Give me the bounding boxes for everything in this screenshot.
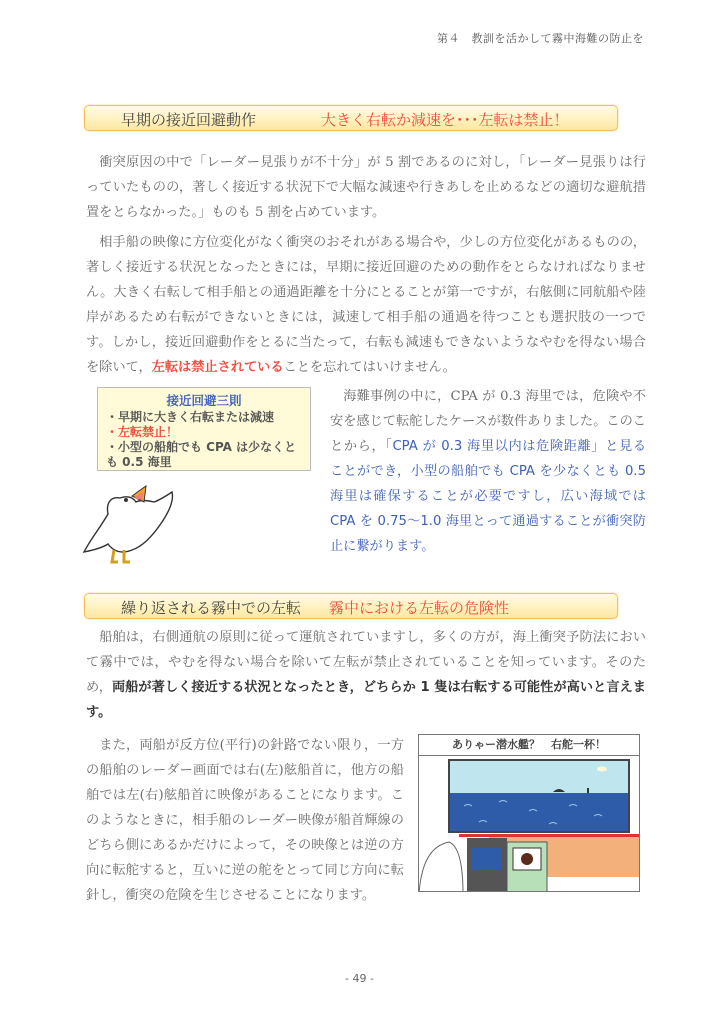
callout-title: 接近回避三則 (166, 393, 242, 408)
paragraph-right-side-navigation (86, 625, 646, 725)
paragraph-radar-bearing: また，両船が反方位(平行)の針路でない限り，一方の船舶のレーダー画面では右(左)舷船首に，他方の船舶では左(右)舷船首に映像があることになります。このようなときに，相手船のレーダー映像が船首輝線のどちら側にあるかだけによって，その映像とは逆の方向に転舵すると，互いに逆の舵をとって同じ方向に転針し，衝突の危険を生じさせることになります。 (86, 738, 404, 903)
illustration-bridge-submarine (418, 734, 640, 892)
banner-title: 早期の接近回避動作 (121, 111, 257, 129)
paragraph-text: 船舶は，右側通航の原則に従って運航されていますし，多くの方が，海上衝突予防法において霧中では，やむを得ない場合を除いて左転が禁止されていることを知っています。そのため， (86, 630, 646, 695)
highlight-left-turn-prohibited: 左転は禁止されている (151, 360, 284, 375)
paragraph-text: 海難事例の中に，CPA が 0.3 海里では，危険や不安を感じて転舵したケースが数件ありました。このことから， (330, 389, 646, 454)
bridge-window-scene-icon (419, 756, 640, 892)
section-banner-early-avoidance (84, 105, 618, 131)
highlight-right-turn-likely: 両船が著しく接近する状況となったとき，どちらか 1 隻は右転する可能性が高いと言えます。 (86, 680, 646, 720)
banner-subtitle: 大きく右転か減速を･･･左転は禁止！ (321, 111, 569, 129)
highlight-cpa-guidance: 「CPA が 0.3 海里以内は危険距離」と見ることができ，小型の船舶でも CPA を少なくとも 0.5 海里は確保することが必要ですし，広い海域では CPA を 0.75～1.0 海里とって通過することが衝突防止に繋がります。 (330, 439, 647, 554)
running-header: 第４ 教訓を活かして霧中海難の防止を (437, 32, 644, 45)
banner-title: 繰り返される霧中での左転 (121, 599, 302, 617)
illustration-caption: ありゃー潜水艦？ 右舵一杯！ (419, 735, 639, 756)
seagull-mascot-icon (80, 470, 180, 566)
banner-subtitle: 霧中における左転の危険性 (329, 599, 510, 617)
paragraph-text: ことを忘れてはいけません。 (283, 360, 456, 375)
callout-item: ・小型の船舶でも CPA は少なくとも 0.5 海里 (106, 440, 297, 469)
callout-three-rules (97, 387, 311, 471)
paragraph-text: 相手船の映像に方位変化がなく衝突のおそれがある場合や，少しの方位変化があるものの，著しく接近する状況となったときには，早期に接近回避のための動作をとらなければなりません。大きく右転して相手船との通過距離を十分にとることが第一ですが，右舷側に同航船や陸岸があるため右転ができないときには，減速して相手船の通過を待つことも選択肢の一つです。しかし，接近回避動作をとるに当たって，右転も減速もできないようなやむを得ない場合を除いて， (86, 235, 646, 375)
paragraph-cpa (330, 384, 646, 559)
page-number: - 49 - (345, 972, 374, 985)
callout-item: ・早期に大きく右転または減速 (106, 410, 275, 424)
paragraph-collision-causes: 衝突原因の中で「レーダー見張りが不十分」が 5 割であるのに対し，「レーダー見張りは行っていたものの，著しく接近する状況下で大幅な減速や行きあしを止めるなどの適切な避航措置をとらなかった。」ものも 5 割を占めています。 (86, 155, 646, 220)
paragraph-avoidance-action (86, 230, 646, 380)
callout-item: ・左転禁止！ (106, 425, 179, 439)
section-banner-left-turn-in-fog (84, 593, 618, 619)
